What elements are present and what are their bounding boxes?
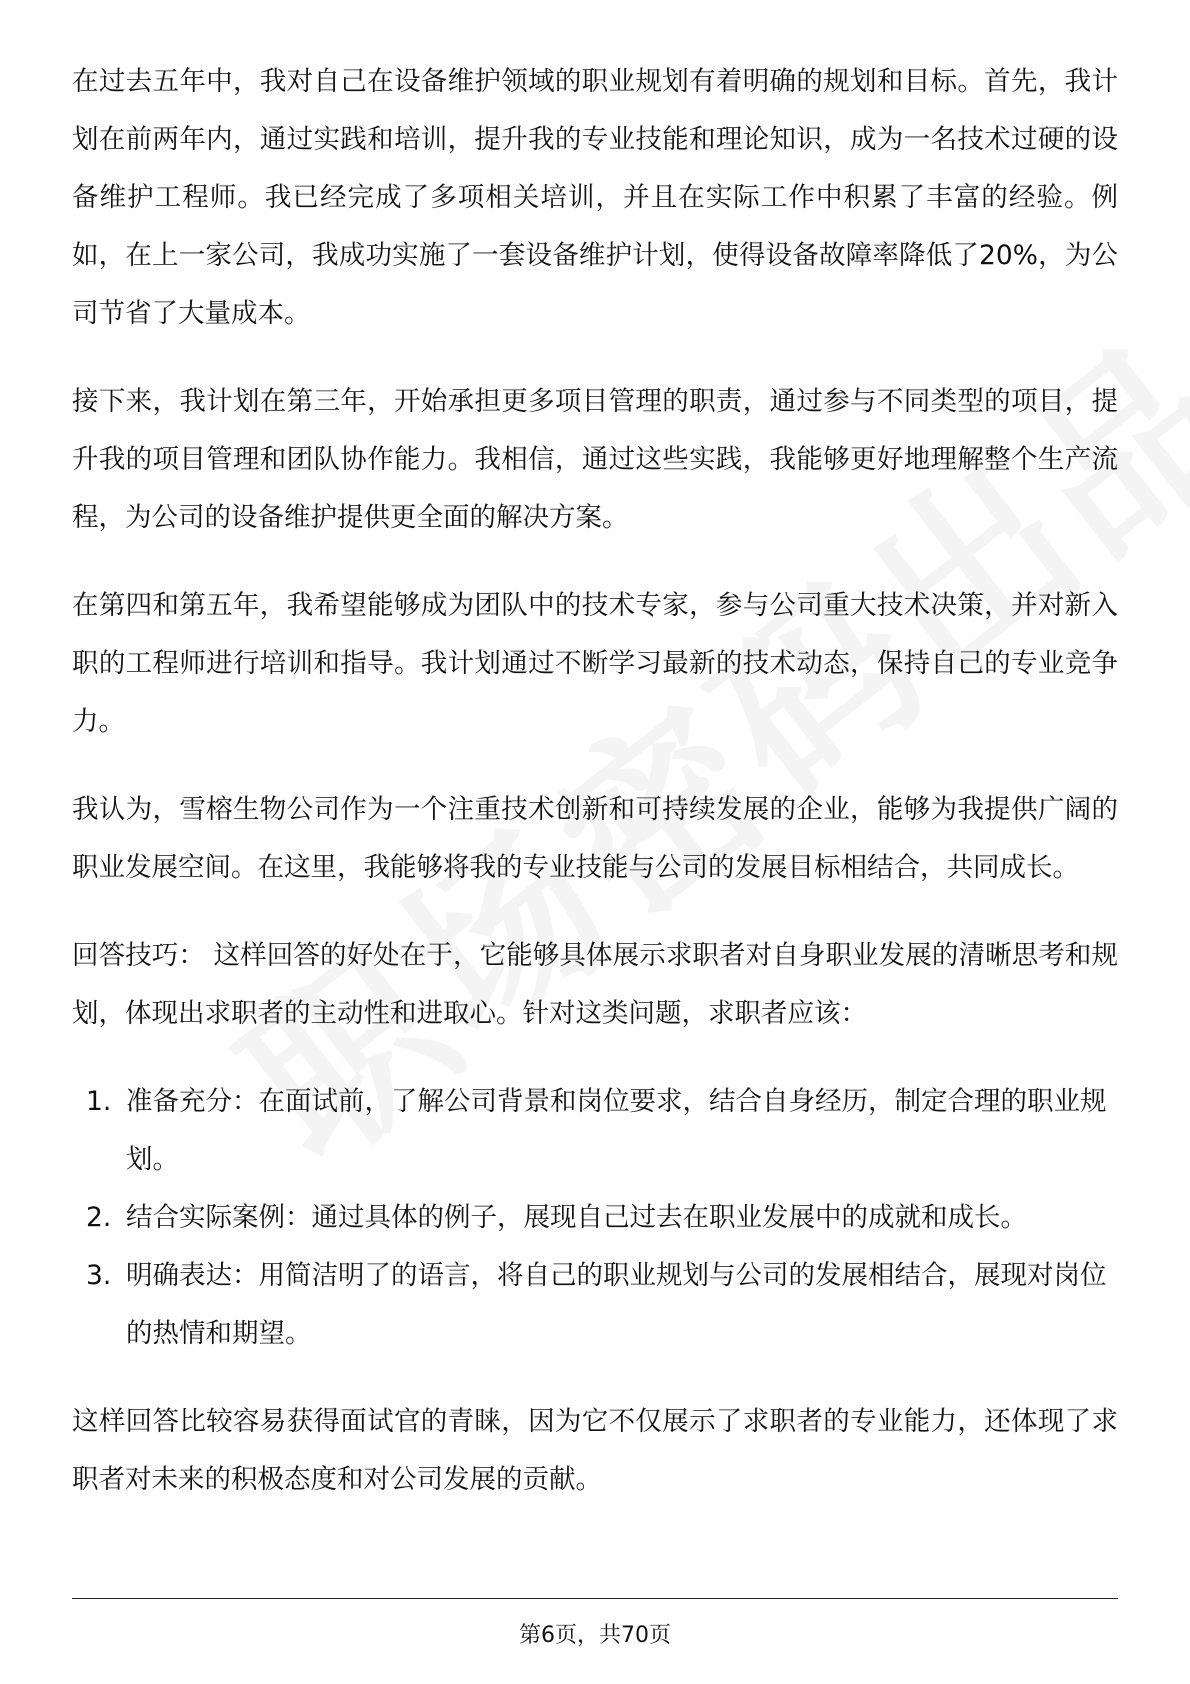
footer-divider [72,1598,1118,1599]
page-number: 第6页，共70页 [519,1623,671,1648]
page-body [72,53,1118,1539]
list-item [72,1073,1118,1189]
paragraph-career-plan-third-year: 接下来，我计划在第三年，开始承担更多项目管理的职责，通过参与不同类型的项目，提升我的项目管理和团队协作能力。我相信，通过这些实践，我能够更好地理解整个生产流程，为公司的设备维护提供更全面的解决方案。 [72,386,1118,533]
list-item-text: 结合实际案例：通过具体的例子，展现自己过去在职业发展中的成就和成长。 [126,1202,1027,1233]
paragraph-career-plan-fourth-fifth-year: 在第四和第五年，我希望能够成为团队中的技术专家，参与公司重大技术决策，并对新入职的工程师进行培训和指导。我计划通过不断学习最新的技术动态，保持自己的专业竞争力。 [72,590,1118,737]
list-item-number: 1. [86,1086,112,1117]
list-item-text: 明确表达：用简洁明了的语言，将自己的职业规划与公司的发展相结合，展现对岗位的热情和期望。 [126,1260,1107,1349]
list-item-number: 2. [86,1202,112,1233]
paragraph-company-fit: 我认为，雪榕生物公司作为一个注重技术创新和可持续发展的企业，能够为我提供广阔的职业发展空间。在这里，我能够将我的专业技能与公司的发展目标相结合，共同成长。 [72,794,1118,883]
list-item [72,1189,1118,1247]
list-item [72,1247,1118,1363]
paragraph-closing: 这样回答比较容易获得面试官的青睐，因为它不仅展示了求职者的专业能力，还体现了求职者对未来的积极态度和对公司发展的贡献。 [72,1406,1118,1495]
list-item-text: 准备充分：在面试前，了解公司背景和岗位要求，结合自身经历，制定合理的职业规划。 [126,1086,1107,1175]
paragraph-answer-tips-intro: 回答技巧： 这样回答的好处在于，它能够具体展示求职者对自身职业发展的清晰思考和规划，体现出求职者的主动性和进取心。针对这类问题，求职者应该： [72,940,1118,1029]
answer-tips-list [72,1073,1118,1363]
paragraph-career-plan-first-years: 在过去五年中，我对自己在设备维护领域的职业规划有着明确的规划和目标。首先，我计划在前两年内，通过实践和培训，提升我的专业技能和理论知识，成为一名技术过硬的设备维护工程师。我已经完成了多项相关培训，并且在实际工作中积累了丰富的经验。例如，在上一家公司，我成功实施了一套设备维护计划，使得设备故障率降低了20%，为公司节省了大量成本。 [72,66,1118,329]
list-item-number: 3. [86,1260,112,1291]
